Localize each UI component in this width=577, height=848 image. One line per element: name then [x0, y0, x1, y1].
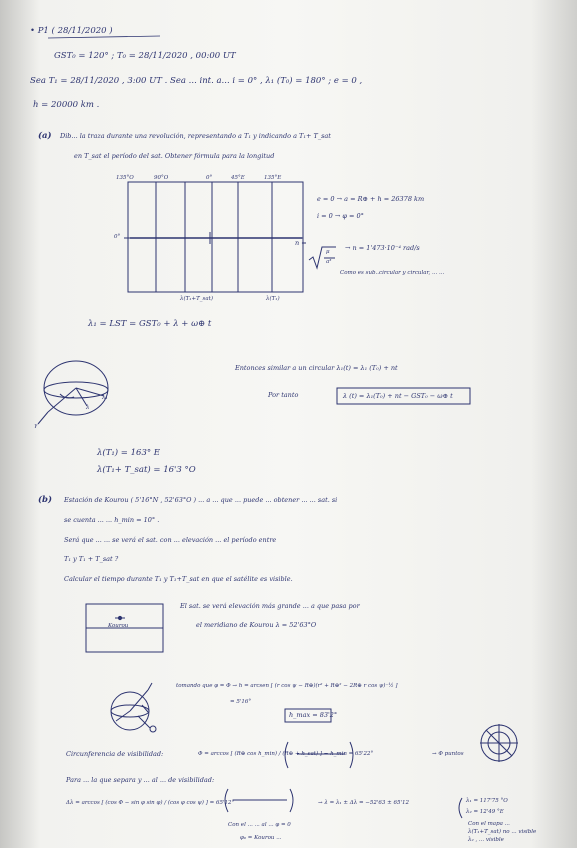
kourou-map-label: Kourou [108, 623, 129, 629]
result-lambda-t1: λ(T₁) = 163° E [97, 448, 161, 458]
map-label-lambda-t1: λ(T₁) [266, 296, 280, 302]
side-note-2: λ(T₁+T_sat) no ... visible [468, 829, 537, 835]
visibility-circle-eq: Φ = arccos [ (R⊕ cos h_min) / (R⊕ + h_sat) ] − h_min = 65'22° [198, 751, 374, 757]
eq-latitude-zero: i = 0 → φ = 0° [317, 212, 364, 220]
boxed-longitude-formula: λ (t) = λ₁(T₀) + nt − GST₀ − ω⊕ t [343, 392, 453, 400]
part-b-statement-2: se cuenta ... ... h_min = 10° . [64, 516, 160, 524]
lambda-result-1: λ₁ = 117'75 °O [466, 798, 508, 804]
side-note-1: Con el mapa ... [468, 821, 510, 827]
part-b-statement-5: Calcular el tiempo durante T₁ y T₁+T_sat en que el satélite es visible. [64, 575, 293, 583]
problem-title: • P1 ( 28/11/2020 ) [30, 26, 113, 36]
given-data-line3: h = 20000 km . [33, 100, 100, 110]
part-b-statement-1: Estación de Kourou ( 5'16°N , 52'63°O ) ... a ... que ... puede ... obtener ... ... sat. si [64, 496, 338, 504]
eq-mean-motion-denominator: a³ [326, 259, 332, 265]
lambda-range-eq: → λ = λ₁ ± Δλ = −52'63 ± 65'12 [318, 800, 410, 806]
visibility-limit-text: Para ... la que separa y ... al ... de visibilidad: [66, 776, 215, 784]
map-note-2: φ₀ = Kourou ... [240, 835, 282, 841]
visibility-circle-unit: → Φ puntos [432, 751, 464, 757]
max-elevation-text-1: El sat. se verá elevación más grande ... a que pasa por [180, 602, 360, 610]
map-label-lambda-t1-tsat: λ(T₁+T_sat) [180, 296, 213, 302]
eq-semi-major-axis: e = 0 → a = R⊕ + h = 26378 km [317, 195, 425, 203]
map-note-1: Con el ... ... al ... φ = 0 [228, 822, 291, 828]
ground-track-map-frame [128, 182, 303, 292]
part-b-statement-4: T₁ y T₁ + T_sat ? [64, 555, 119, 563]
part-a-statement-1: Dib... la traza durante una revolución, representando a T₁ y indicando a T₁+ T_sat [60, 132, 331, 140]
given-data-line1: GST₀ = 120° ; T₀ = 28/11/2020 , 00:00 UT [54, 51, 236, 61]
similar-circular-text: Entonces similar a un circular λ₁(t) = λ₁ (T₀) + nt [235, 364, 398, 372]
eq-mean-motion-numerator: μ [326, 249, 330, 255]
eq-lst: λ₁ = LST = GST₀ + λ + ω⊕ t [88, 319, 212, 329]
circular-orbit-note: Como es sub..circular y circular, ... ... [340, 270, 445, 276]
eq-mean-motion-value: → n = 1'473·10⁻⁴ rad/s [345, 244, 420, 252]
given-data-line2: Sea T₁ = 28/11/2020 , 3:00 UT . Sea ... int. a... i = 0° , λ₁ (T₀) = 180° ; e = 0 , [30, 76, 363, 86]
eq-elevation-formula: tomando que φ = Φ → h = arcsen [ (r cos ψ − R⊕)(r² + R⊕² − 2R⊕ r cos ψ)⁻½ ] [176, 683, 398, 689]
therefore-text: Por tanto [268, 391, 299, 399]
delta-lambda-eq: Δλ = arccos [ (cos Φ − sin φ sin φ) / (cos φ cos ψ) ] = 65'12° [66, 800, 235, 806]
sphere-label-gamma: γ [34, 423, 38, 429]
visibility-circle-text: Circunferencia de visibilidad: [66, 750, 164, 758]
side-note-3: λ₂ , ... visible [468, 837, 504, 843]
sphere-label-lambda: λ [86, 405, 90, 411]
result-lambda-t1-tsat: λ(T₁+ T_sat) = 16'3 °O [97, 465, 196, 475]
map-longitude-0: 0° [206, 175, 213, 181]
lambda-result-2: λ₂ = 12'49 °E [466, 809, 504, 815]
sphere-label-lambda1: λ₁ [102, 395, 108, 401]
boxed-hmax: h_max = 83'2° [289, 711, 338, 719]
eq-elevation-sub: = 5'16° [230, 699, 252, 705]
eq-mean-motion-label: n = [295, 239, 307, 247]
map-latitude-zero: 0° [114, 234, 121, 240]
map-longitude-90w: 90°O [154, 175, 169, 181]
part-b-statement-3: Será que ... ... se verá el sat. con ... elevación ... el período entre [64, 536, 277, 544]
max-elevation-text-2: el meridiano de Kourou λ = 52'63°O [196, 621, 317, 629]
part-a-label: (a) [38, 131, 52, 141]
part-b-label: (b) [38, 495, 52, 505]
map-longitude-135w: 135°O [116, 175, 134, 181]
map-longitude-45e: 45°E [231, 175, 245, 181]
part-a-statement-2: en T_sat el período del sat. Obtener fórmula para la longitud [74, 152, 275, 160]
map-longitude-135e: 135°E [264, 175, 282, 181]
